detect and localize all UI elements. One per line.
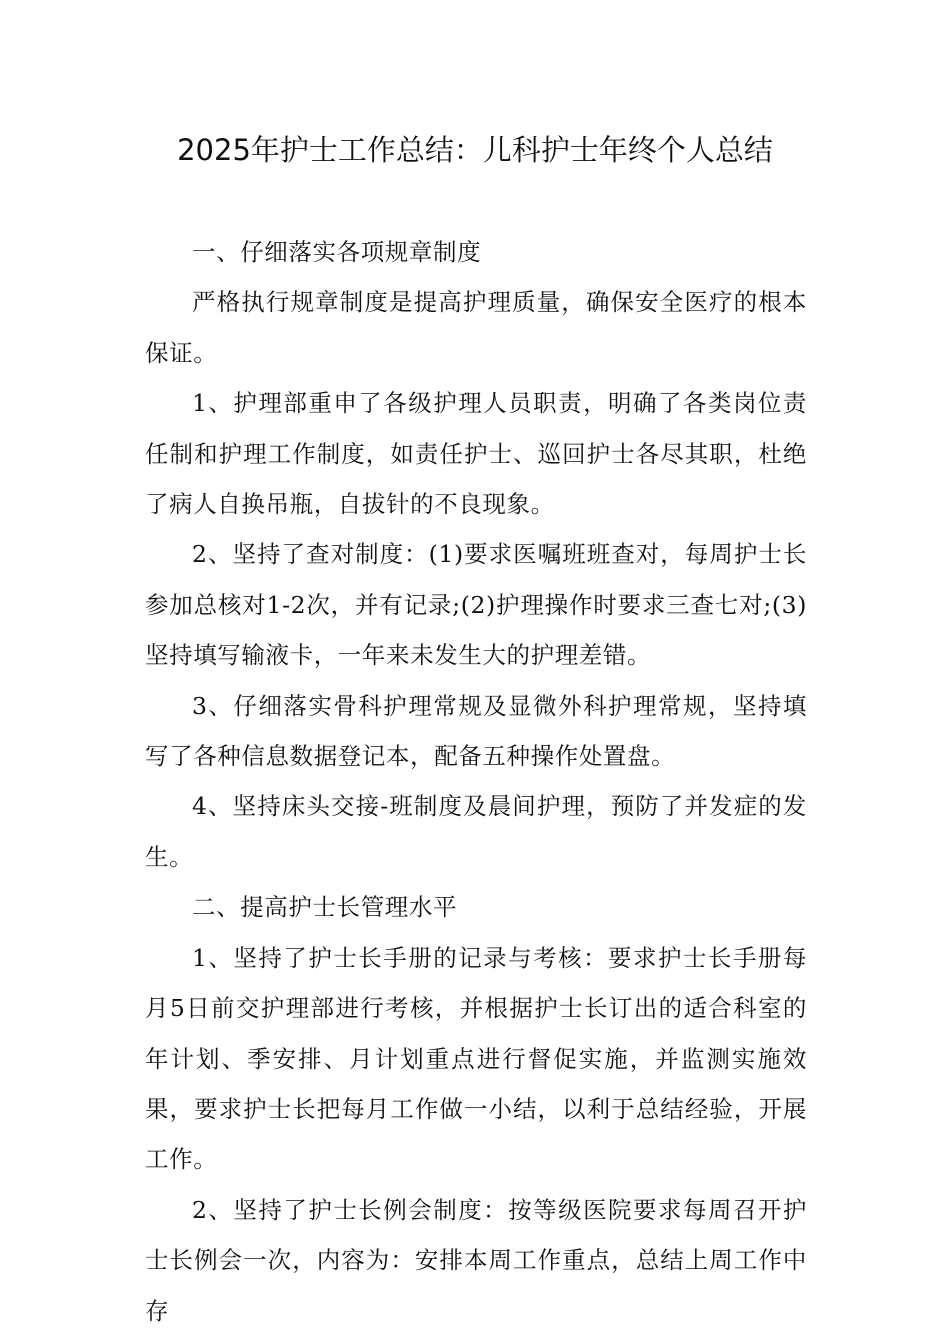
paragraph: 严格执行规章制度是提高护理质量，确保安全医疗的根本保证。 bbox=[145, 288, 807, 367]
paragraph: 4、坚持床头交接-班制度及晨间护理，预防了并发症的发生。 bbox=[145, 792, 807, 871]
document-body bbox=[145, 227, 807, 1336]
section-heading: 一、仔细落实各项规章制度 bbox=[192, 238, 482, 266]
document-title: 2025年护士工作总结：儿科护士年终个人总结 bbox=[177, 133, 773, 167]
paragraph: 2、坚持了护士长例会制度：按等级医院要求每周召开护士长例会一次，内容为：安排本周工作重点，总结上周工作中存 bbox=[145, 1195, 807, 1325]
paragraph: 3、仔细落实骨科护理常规及显微外科护理常规，坚持填写了各种信息数据登记本，配备五种操作处置盘。 bbox=[145, 691, 807, 771]
paragraph: 2、坚持了查对制度：(1)要求医嘱班班查对，每周护士长参加总核对1-2次，并有记录;(2)护理操作时要求三查七对;(3)坚持填写输液卡，一年来未发生大的护理差错。 bbox=[145, 540, 807, 670]
paragraph: 1、护理部重申了各级护理人员职责，明确了各类岗位责任制和护理工作制度，如责任护士、巡回护士各尽其职，杜绝了病人自换吊瓶，自拔针的不良现象。 bbox=[145, 389, 807, 519]
paragraph: 1、坚持了护士长手册的记录与考核：要求护士长手册每月5日前交护理部进行考核，并根据护士长订出的适合科室的年计划、季安排、月计划重点进行督促实施，并监测实施效果，要求护士长把每月工作做一小结，以利于总结经验，开展工作。 bbox=[145, 943, 807, 1174]
section-heading: 二、提高护士长管理水平 bbox=[192, 893, 458, 922]
